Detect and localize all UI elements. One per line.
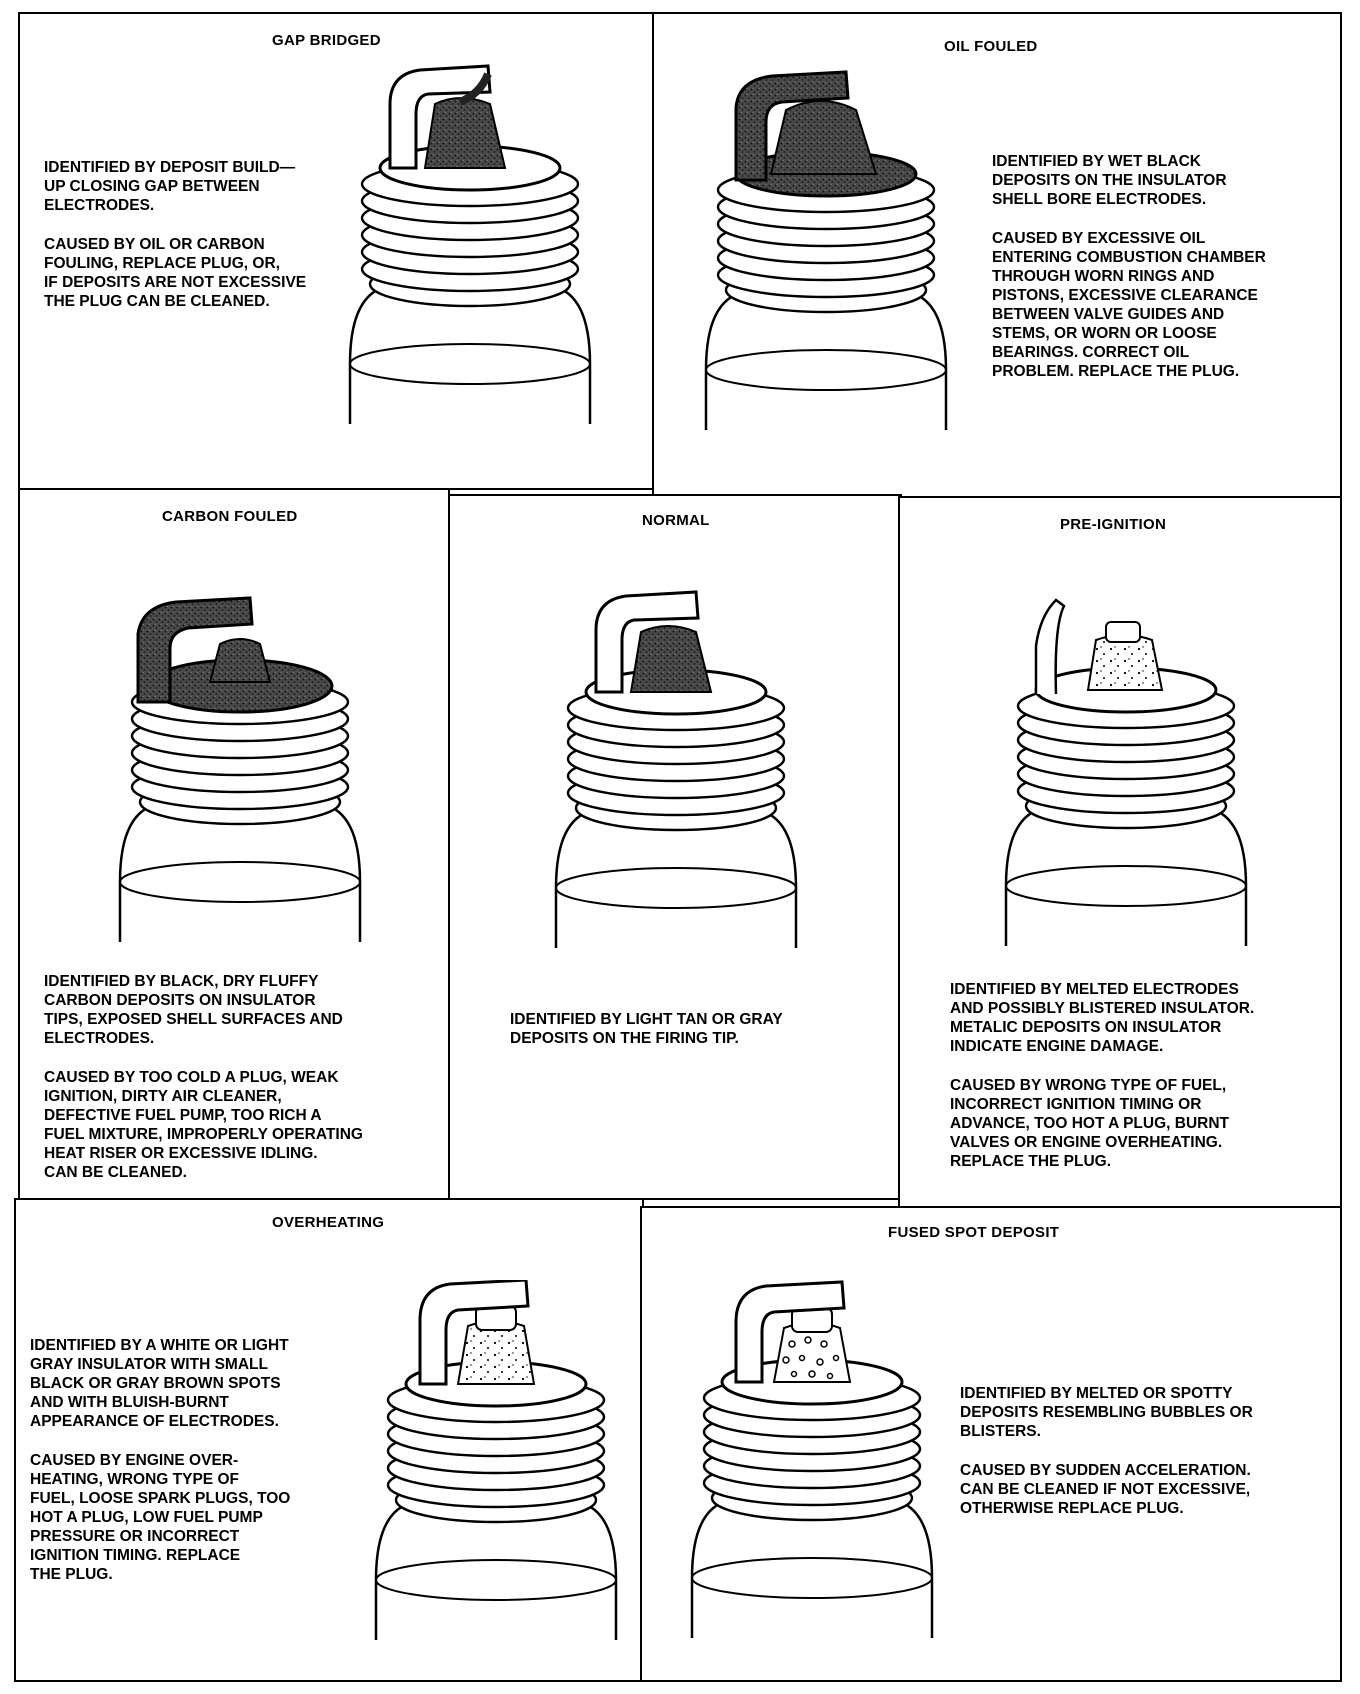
panel-fused-spot-deposit <box>640 1206 1342 1682</box>
spark-plug-carbon-fouled-icon <box>110 582 370 942</box>
panel-title: CARBON FOULED <box>162 508 298 525</box>
spark-plug-overheating-icon <box>366 1280 626 1640</box>
spark-plug-gap-bridged-icon <box>340 64 600 424</box>
identified-text: IDENTIFIED BY MELTED OR SPOTTY DEPOSITS RESEMBLING BUBBLES OR BLISTERS. <box>960 1385 1253 1440</box>
caused-text: CAUSED BY WRONG TYPE OF FUEL, INCORRECT IGNITION TIMING OR ADVANCE, TOO HOT A PLUG, BURNT VALVES OR ENGINE OVERHEATING. REPLACE THE PLUG. <box>950 1077 1229 1170</box>
panel-description <box>950 980 1330 1171</box>
panel-description <box>44 158 344 311</box>
caused-text: CAUSED BY OIL OR CARBON FOULING, REPLACE PLUG, OR, IF DEPOSITS ARE NOT EXCESSIVE THE PLUG CAN BE CLEANED. <box>44 236 307 310</box>
panel-title: PRE-IGNITION <box>1060 516 1167 533</box>
panel-description <box>30 1336 350 1584</box>
spark-plug-oil-fouled-icon <box>696 70 956 430</box>
panel-title: GAP BRIDGED <box>272 32 381 49</box>
identified-text: IDENTIFIED BY DEPOSIT BUILD— UP CLOSING GAP BETWEEN ELECTRODES. <box>44 159 296 214</box>
identified-text: IDENTIFIED BY MELTED ELECTRODES AND POSSIBLY BLISTERED INSULATOR. METALIC DEPOSITS ON INSULATOR INDICATE ENGINE DAMAGE. <box>950 981 1255 1055</box>
panel-normal <box>448 494 902 1200</box>
panel-description <box>992 152 1332 381</box>
panel-overheating <box>14 1198 644 1682</box>
caused-text: CAUSED BY SUDDEN ACCELERATION. CAN BE CLEANED IF NOT EXCESSIVE, OTHERWISE REPLACE PLUG. <box>960 1462 1251 1517</box>
spark-plug-fused-spot-icon <box>682 1278 942 1638</box>
caused-text: CAUSED BY ENGINE OVER- HEATING, WRONG TYPE OF FUEL, LOOSE SPARK PLUGS, TOO HOT A PLUG, LOW FUEL PUMP PRESSURE OR INCORRECT IGNITION TIMING. REPLACE THE PLUG. <box>30 1452 291 1583</box>
identified-text: IDENTIFIED BY A WHITE OR LIGHT GRAY INSULATOR WITH SMALL BLACK OR GRAY BROWN SPOTS AND WITH BLUISH-BURNT APPEARANCE OF ELECTRODES. <box>30 1337 289 1430</box>
panel-description <box>44 972 434 1182</box>
panel-carbon-fouled <box>18 488 450 1200</box>
panel-title: FUSED SPOT DEPOSIT <box>888 1224 1060 1241</box>
spark-plug-normal-icon <box>546 588 806 948</box>
panel-description <box>960 1384 1330 1518</box>
caused-text: CAUSED BY TOO COLD A PLUG, WEAK IGNITION, DIRTY AIR CLEANER, DEFECTIVE FUEL PUMP, TOO RICH A FUEL MIXTURE, IMPROPERLY OPERATING HEAT RISER OR EXCESSIVE IDLING. CAN BE CLEANED. <box>44 1069 363 1181</box>
panel-title: OIL FOULED <box>944 38 1038 55</box>
panel-description <box>510 1010 890 1048</box>
panel-gap-bridged <box>18 12 654 490</box>
panel-oil-fouled <box>652 12 1342 500</box>
panel-pre-ignition <box>898 496 1342 1208</box>
identified-text: IDENTIFIED BY BLACK, DRY FLUFFY CARBON DEPOSITS ON INSULATOR TIPS, EXPOSED SHELL SURFACES AND ELECTRODES. <box>44 973 343 1047</box>
spark-plug-pre-ignition-icon <box>996 586 1256 946</box>
panel-title: OVERHEATING <box>272 1214 385 1231</box>
panel-title: NORMAL <box>642 512 710 529</box>
caused-text: CAUSED BY EXCESSIVE OIL ENTERING COMBUSTION CHAMBER THROUGH WORN RINGS AND PISTONS, EXCESSIVE CLEARANCE BETWEEN VALVE GUIDES AND STEMS, OR WORN OR LOOSE BEARINGS. CORRECT OIL PROBLEM. REPLACE THE PLUG. <box>992 230 1266 380</box>
identified-text: IDENTIFIED BY LIGHT TAN OR GRAY DEPOSITS ON THE FIRING TIP. <box>510 1011 783 1047</box>
identified-text: IDENTIFIED BY WET BLACK DEPOSITS ON THE INSULATOR SHELL BORE ELECTRODES. <box>992 153 1227 208</box>
